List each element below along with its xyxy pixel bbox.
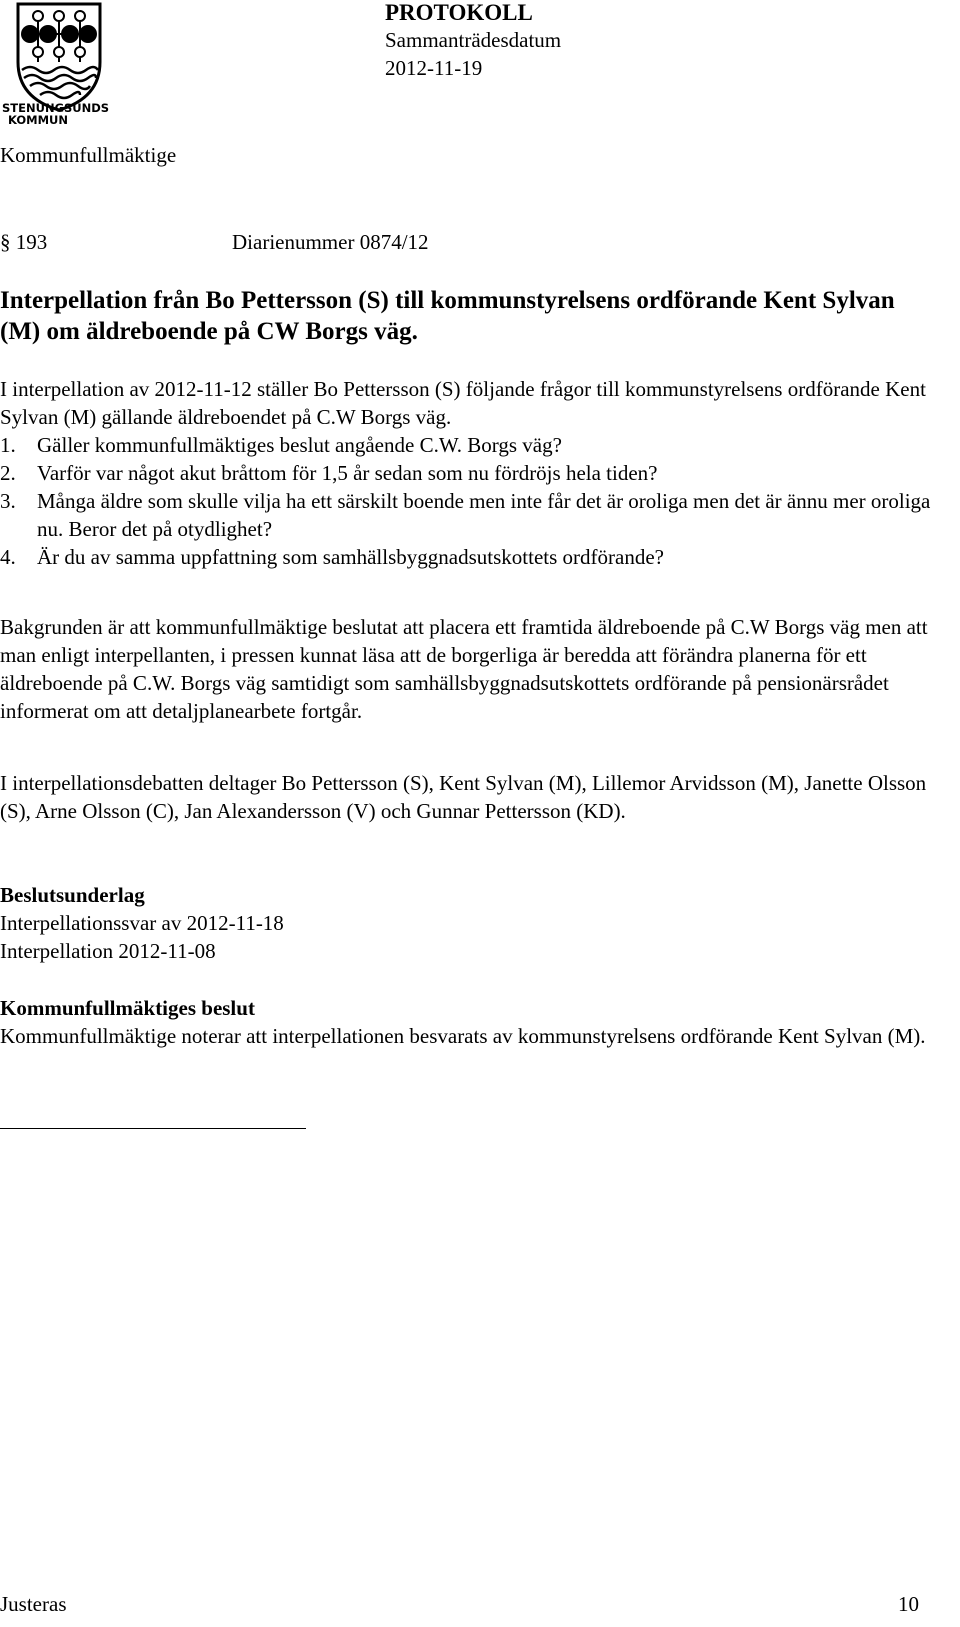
page-number: 10	[898, 1592, 919, 1616]
intro-text: I interpellation av 2012-11-12 ställer Bo Pettersson (S) följande frågor till kommunstyrelsens ordförande Kent Sylvan (M) gällande äldreboendet på C.W Borgs väg.	[0, 377, 926, 429]
decision-section	[0, 994, 950, 1050]
list-item	[0, 543, 950, 571]
list-item	[0, 431, 950, 459]
list-item-number: 2.	[0, 461, 16, 485]
logo-text-line2: KOMMUN	[8, 113, 69, 127]
list-item-text: Många äldre som skulle vilja ha ett särskilt boende men inte får det är oroliga men det är ännu mer oroliga nu. Beror det på otydlighet?	[37, 489, 931, 541]
paragraph-number: § 193	[0, 230, 48, 254]
meeting-date: 2012-11-19	[385, 56, 483, 80]
beslutsunderlag-item: Interpellationssvar av 2012-11-18	[0, 911, 284, 935]
question-list	[0, 431, 950, 571]
beslutsunderlag-item: Interpellation 2012-11-08	[0, 939, 216, 963]
beslutsunderlag-section	[0, 881, 950, 965]
meeting-date-label: Sammanträdesdatum	[385, 28, 562, 52]
paragraph-line	[0, 230, 429, 255]
list-item-number: 1.	[0, 433, 16, 457]
list-item-number: 4.	[0, 545, 16, 569]
logo-text-line1: STENUNGSUNDS	[2, 101, 110, 115]
organ-name: Kommunfullmäktige	[0, 143, 177, 167]
footer-justeras: Justeras	[0, 1592, 67, 1616]
list-item-text: Är du av samma uppfattning som samhällsbyggnadsutskottets ordförande?	[37, 545, 664, 569]
debate-paragraph: I interpellationsdebatten deltager Bo Pettersson (S), Kent Sylvan (M), Lillemor Arvidsson (M), Janette Olsson (S), Arne Olsson (C), Jan Alexandersson (V) och Gunnar Pettersson (KD).	[0, 771, 927, 823]
diarienummer: Diarienummer 0874/12	[232, 230, 429, 254]
decision-heading: Kommunfullmäktiges beslut	[0, 996, 255, 1020]
signature-line	[0, 1114, 306, 1129]
coat-of-arms-icon	[0, 0, 118, 130]
list-item	[0, 487, 950, 543]
intro-section	[0, 375, 950, 571]
background-paragraph: Bakgrunden är att kommunfullmäktige beslutat att placera ett framtida äldreboende på C.W Borgs väg men att man enligt interpellanten, i pressen kunnat läsa att de borgerliga är beredda att förändra planerna för ett äldreboende på C.W. Borgs väg samtidigt som samhällsbyggnadsutskottets ordförande på pensionärsrådet informerat om att detaljplanearbete fortgår.	[0, 615, 928, 723]
list-item-text: Varför var något akut bråttom för 1,5 år sedan som nu fördröjs hela tiden?	[37, 461, 658, 485]
decision-text: Kommunfullmäktige noterar att interpellationen besvarats av kommunstyrelsens ordförande Kent Sylvan (M).	[0, 1024, 926, 1048]
list-item-number: 3.	[0, 489, 16, 513]
beslutsunderlag-heading: Beslutsunderlag	[0, 883, 145, 907]
municipality-logo	[0, 0, 118, 130]
list-item-text: Gäller kommunfullmäktiges beslut angående C.W. Borgs väg?	[37, 433, 562, 457]
list-item	[0, 459, 950, 487]
item-heading: Interpellation från Bo Pettersson (S) till kommunstyrelsens ordförande Kent Sylvan (M) om äldreboende på CW Borgs väg.	[0, 287, 895, 345]
protocol-title: PROTOKOLL	[385, 0, 533, 25]
